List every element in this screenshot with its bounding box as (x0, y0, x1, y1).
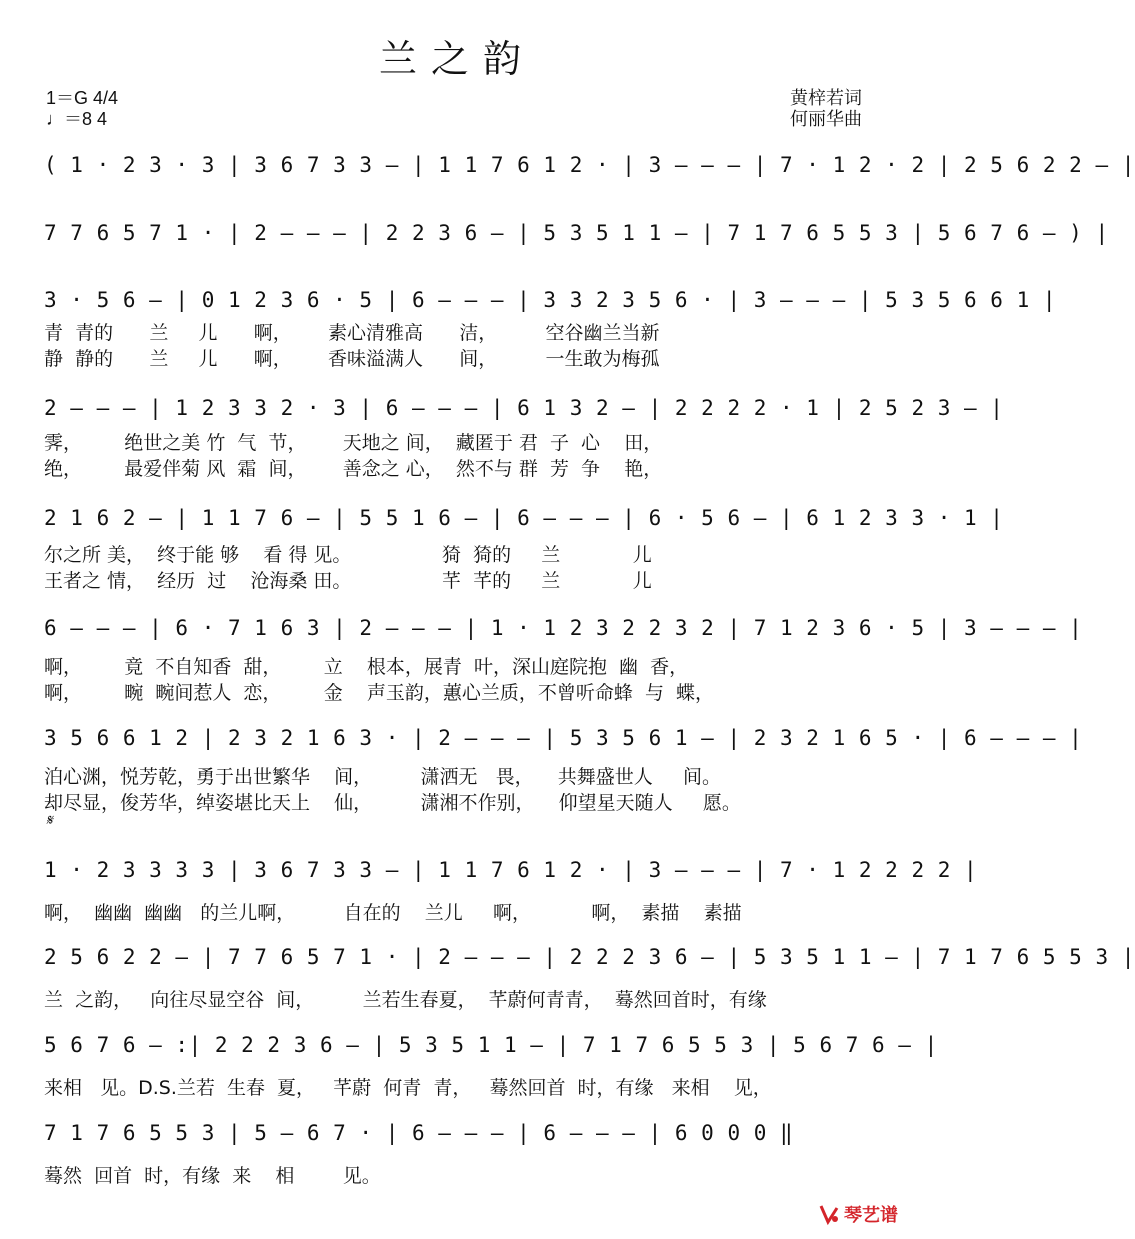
lyricist-credit: 黄梓若词 (790, 88, 862, 108)
notation-line: 3 · 5 6 – | 0 1 2 3 6 · 5 | 6 – – – | 3 3 2 3 5 6 · | 3 – – – | 5 3 5 6 6 1 | (44, 288, 1057, 312)
lyric-verse-2: 绝， 最爱伴菊 风 霜 间， 善念之 心， 然不与 群 芳 争 艳， (44, 458, 663, 480)
notation-line: 2 5 6 2 2 – | 7 7 6 5 7 1 · | 2 – – – | 2 2 2 3 6 – | 5 3 5 1 1 – | 7 1 7 6 5 5 3 | (44, 945, 1135, 969)
lyric-verse-1: 泊心渊，悦芳乾，勇于出世繁华 间， 潇洒无 畏， 共舞盛世人 间。 (44, 766, 721, 788)
lyric-verse-1: 霁， 绝世之美 竹 气 节， 天地之 间， 藏匿于 君 子 心 田， (44, 432, 663, 454)
lyric-verse-1: 青 青的 兰 儿 啊， 素心清雅高 洁， 空谷幽兰当新 (44, 322, 660, 344)
notation-line: 1 · 2 3 3 3 3 | 3 6 7 3 3 – | 1 1 7 6 1 2 · | 3 – – – | 7 · 1 2 2 2 2 | (44, 858, 978, 882)
dal-segno-sign: 𝄋 (46, 812, 53, 829)
lyric-line: 蓦然 回首 时，有缘 来 相 见。 (44, 1165, 381, 1187)
lyric-verse-2: 静 静的 兰 儿 啊， 香味溢满人 间， 一生敢为梅孤 (44, 348, 660, 370)
notation-line: 7 7 6 5 7 1 · | 2 – – – | 2 2 3 6 – | 5 3 5 1 1 – | 7 1 7 6 5 5 3 | 5 6 7 6 – ) | (44, 221, 1109, 245)
notation-line: 3 5 6 6 1 2 | 2 3 2 1 6 3 · | 2 – – – | 5 3 5 6 1 – | 2 3 2 1 6 5 · | 6 – – – | (44, 726, 1083, 750)
logo-icon (818, 1203, 840, 1225)
site-logo (818, 1201, 898, 1227)
lyric-line: 兰 之韵， 向往尽显空谷 间， 兰若生春夏， 芊蔚何青青， 蓦然回首时，有缘 (44, 989, 767, 1011)
composer-credit: 何丽华曲 (790, 109, 862, 129)
notation-line: ( 1 · 2 3 · 3 | 3 6 7 3 3 – | 1 1 7 6 1 2 · | 3 – – – | 7 · 1 2 · 2 | 2 5 6 2 2 – | (44, 153, 1135, 177)
lyric-verse-2: 啊， 畹 畹间惹人 恋， 金 声玉韵，蕙心兰质，不曾听命蜂 与 蝶， (44, 682, 715, 704)
logo-text: 琴艺谱 (844, 1205, 898, 1225)
key-signature: 1＝G 4/4 (46, 88, 119, 108)
notation-line: 6 – – – | 6 · 7 1 6 3 | 2 – – – | 1 · 1 2 3 2 2 3 2 | 7 1 2 3 6 · 5 | 3 – – – | (44, 616, 1083, 640)
notation-line: 5 6 7 6 – :| 2 2 2 3 6 – | 5 3 5 1 1 – | 7 1 7 6 5 5 3 | 5 6 7 6 – | (44, 1033, 938, 1057)
notation-line: 2 – – – | 1 2 3 3 2 · 3 | 6 – – – | 6 1 3 2 – | 2 2 2 2 · 1 | 2 5 2 3 – | (44, 396, 1004, 420)
notation-line: 7 1 7 6 5 5 3 | 5 – 6 7 · | 6 – – – | 6 – – – | 6 0 0 0 ‖ (44, 1121, 794, 1145)
lyric-verse-1: 尔之所 美， 终于能 够 看 得 见。 猗 猗的 兰 儿 (44, 544, 652, 566)
notation-line: 2 1 6 2 – | 1 1 7 6 – | 5 5 1 6 – | 6 – – – | 6 · 5 6 – | 6 1 2 3 3 · 1 | (44, 506, 1004, 530)
key-tempo-info (46, 88, 118, 130)
lyric-line: 来相 见。D.S.兰若 生春 夏， 芊蔚 何青 青， 蓦然回首 时，有缘 来相 见， (44, 1077, 772, 1099)
credits (790, 88, 862, 130)
tempo-marking: ♩＝8 4 (46, 109, 108, 129)
lyric-verse-1: 啊， 竟 不自知香 甜， 立 根本，展青 叶，深山庭院抱 幽 香， (44, 656, 689, 678)
song-title: 兰之韵 (378, 37, 535, 81)
lyric-verse-2: 王者之 情， 经历 过 沧海桑 田。 芊 芊的 兰 儿 (44, 570, 652, 592)
lyric-verse-2: 却尽显，俊芳华，绰姿堪比天上 仙， 潇湘不作别， 仰望星天随人 愿。 (44, 792, 741, 814)
lyric-line: 啊， 幽幽 幽幽 的兰儿啊， 自在的 兰儿 啊， 啊， 素描 素描 (44, 902, 742, 924)
